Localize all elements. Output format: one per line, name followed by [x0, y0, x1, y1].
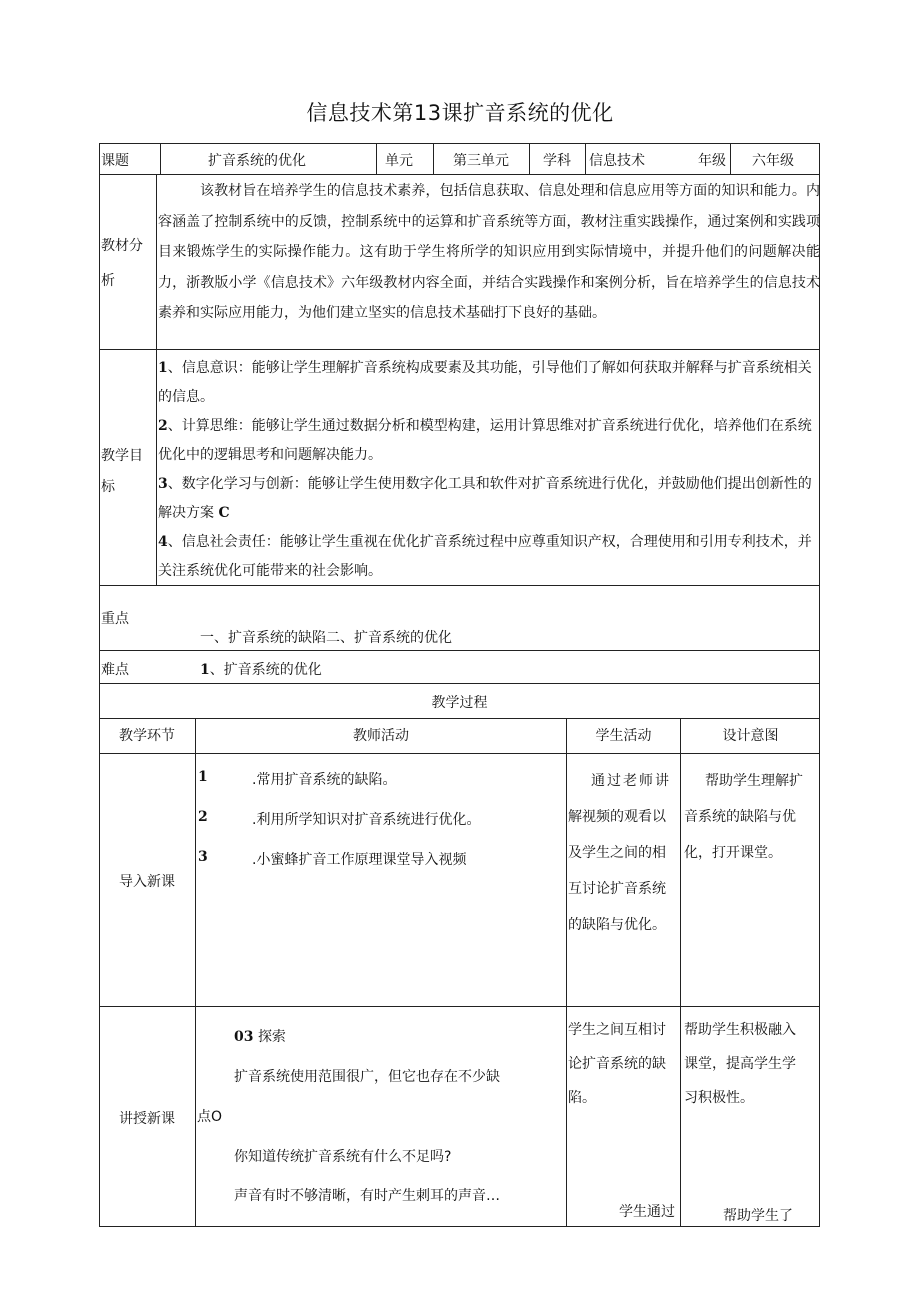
document-title: 信息技术第13课扩音系统的优化: [306, 101, 614, 125]
new-lesson-student-line: 陷。: [568, 1090, 596, 1106]
new-lesson-heading: [234, 1026, 286, 1046]
key-point-text: 一、扩音系统的缺陷二、扩音系统的优化: [200, 630, 452, 646]
new-lesson-student-line: 学生之间互相讨: [568, 1022, 666, 1038]
difficulty-label: 难点: [101, 662, 129, 678]
key-point-label-cell: [99, 585, 157, 651]
grade-value-cell: [731, 143, 820, 175]
teaching-goals-label-2: 标: [101, 479, 115, 495]
unit-label: 单元: [385, 153, 413, 169]
material-analysis-label-cell: [99, 174, 157, 350]
new-lesson-heading-number: 03: [234, 1029, 254, 1045]
material-analysis-label-2: 析: [101, 273, 115, 289]
intro-student-line: 通过老师讲: [591, 773, 671, 789]
goal-number: 4: [158, 534, 168, 550]
difficulty-number: 1: [200, 662, 210, 678]
unit-label-cell: [377, 143, 434, 175]
new-lesson-heading-text: 探索: [257, 1029, 286, 1045]
grade-value: 六年级: [752, 153, 794, 169]
new-lesson-design-bottom: 帮助学生了: [723, 1208, 793, 1224]
topic-value-cell: [161, 143, 377, 175]
material-analysis-text: 该教材旨在培养学生的信息技术素养，包括信息获取、信息处理和信息应用等方面的知识和能力。内容涵盖了控制系统中的反馈，控制系统中的运算和扩音系统等方面，教材注重实践操作，通过案例和实践项目来锻炼学生的实际操作能力。这有助于学生将所学的知识应用到实际情境中，并提升他们的问题解决能力，浙教版小学《信息技术》六年级教材内容全面，并结合实践操作和案例分析，旨在培养学生的信息技术素养和实际应用能力，为他们建立坚实的信息技术基础打下良好的基础。: [158, 183, 820, 321]
intro-student-line: 互讨论扩音系统: [568, 881, 666, 897]
goal-item: [158, 528, 820, 586]
goal-suffix: C: [218, 505, 230, 521]
goal-number: 1: [158, 360, 168, 376]
unit-value-cell: [434, 143, 530, 175]
goal-number: 3: [158, 476, 168, 492]
new-lesson-student-bottom: 学生通过: [619, 1204, 675, 1220]
goal-text: 、数字化学习与创新：能够让学生使用数字化工具和软件对扩音系统进行优化，并鼓励他们提出创新性的解决方案: [158, 476, 812, 521]
column-header-student: [567, 718, 681, 754]
goal-text: 、信息社会责任：能够让学生重视在优化扩音系统过程中应尊重知识产权，合理使用和引用专利技术，并关注系统优化可能带来的社会影响。: [158, 534, 812, 579]
new-lesson-design-line: 课堂，提高学生学: [684, 1056, 796, 1072]
teaching-goals-list: [158, 354, 820, 586]
topic-label-cell: [99, 143, 161, 175]
new-lesson-teacher-line: 扩音系统使用范围很广，但它也存在不少缺: [234, 1069, 500, 1085]
intro-teacher-item: .常用扩音系统的缺陷。: [252, 772, 397, 788]
process-heading: 教学过程: [431, 695, 488, 711]
intro-design-cell: [681, 753, 820, 1007]
key-point-label: 重点: [101, 611, 129, 627]
new-lesson-student-line: 论扩音系统的缺: [568, 1056, 666, 1072]
column-header-stage: [99, 718, 196, 754]
intro-teacher-number: 1: [198, 769, 208, 785]
goal-text: 、信息意识：能够让学生理解扩音系统构成要素及其功能，引导他们了解如何获取并解释与扩音系统相关的信息。: [158, 360, 812, 405]
new-lesson-stage-cell: [99, 1006, 196, 1227]
new-lesson-design-line: 帮助学生积极融入: [684, 1022, 796, 1038]
new-lesson-teacher-line: 点O: [197, 1109, 223, 1125]
column-header-stage-text: 教学环节: [119, 728, 175, 744]
intro-teacher-number: 2: [198, 809, 208, 825]
new-lesson-teacher-line: 你知道传统扩音系统有什么不足吗?: [234, 1149, 452, 1165]
difficulty-text: [200, 659, 322, 679]
column-header-design: [681, 718, 820, 754]
new-lesson-stage: 讲授新课: [119, 1111, 175, 1127]
intro-design-line: 化，打开课堂。: [684, 845, 782, 861]
intro-stage-cell: [99, 753, 196, 1007]
goal-item: [158, 412, 820, 470]
subject-label: 学科: [543, 153, 571, 169]
column-header-design-text: 设计意图: [722, 728, 779, 744]
subject-value: 信息技术: [589, 153, 645, 169]
intro-teacher-item: .小蜜蜂扩音工作原理课堂导入视频: [252, 852, 467, 868]
difficulty-value: 、扩音系统的优化: [209, 662, 322, 678]
new-lesson-design-line: 习积极性。: [684, 1090, 754, 1106]
intro-student-line: 的缺陷与优化。: [568, 917, 666, 933]
new-lesson-teacher-line: 声音有时不够清晰，有时产生刺耳的声音…: [234, 1188, 500, 1204]
goal-item: [158, 470, 820, 528]
intro-teacher-cell: [196, 753, 567, 1007]
goal-item: [158, 354, 820, 412]
intro-design-line: 帮助学生理解扩: [705, 773, 803, 789]
subject-value-cell: [586, 143, 731, 175]
topic-value: 扩音系统的优化: [208, 153, 306, 169]
column-header-student-text: 学生活动: [595, 728, 652, 744]
goal-number: 2: [158, 418, 168, 434]
goal-text: 、计算思维：能够让学生通过数据分析和模型构建，运用计算思维对扩音系统进行优化，培养他们在系统优化中的逻辑思考和问题解决能力。: [158, 418, 812, 463]
material-analysis-label-1: 教材分: [101, 238, 143, 254]
intro-student-line: 解视频的观看以: [568, 809, 666, 825]
column-header-teacher-text: 教师活动: [353, 728, 409, 744]
teaching-goals-label-cell: [99, 349, 157, 586]
intro-student-cell: [567, 753, 681, 1007]
grade-label: 年级: [698, 153, 726, 169]
new-lesson-design-cell: [681, 1006, 820, 1227]
unit-value: 第三单元: [453, 153, 509, 169]
intro-design-line: 音系统的缺陷与优: [684, 809, 796, 825]
intro-student-line: 及学生之间的相: [568, 845, 666, 861]
intro-teacher-number: 3: [198, 849, 208, 865]
teaching-goals-label-1: 教学目: [101, 448, 143, 464]
column-header-teacher: [196, 718, 567, 754]
topic-label: 课题: [101, 153, 129, 169]
new-lesson-teacher-cell: [196, 1006, 567, 1227]
intro-teacher-item: .利用所学知识对扩音系统进行优化。: [252, 812, 481, 828]
subject-label-cell: [530, 143, 586, 175]
intro-stage: 导入新课: [119, 874, 175, 890]
new-lesson-student-cell: [567, 1006, 681, 1227]
